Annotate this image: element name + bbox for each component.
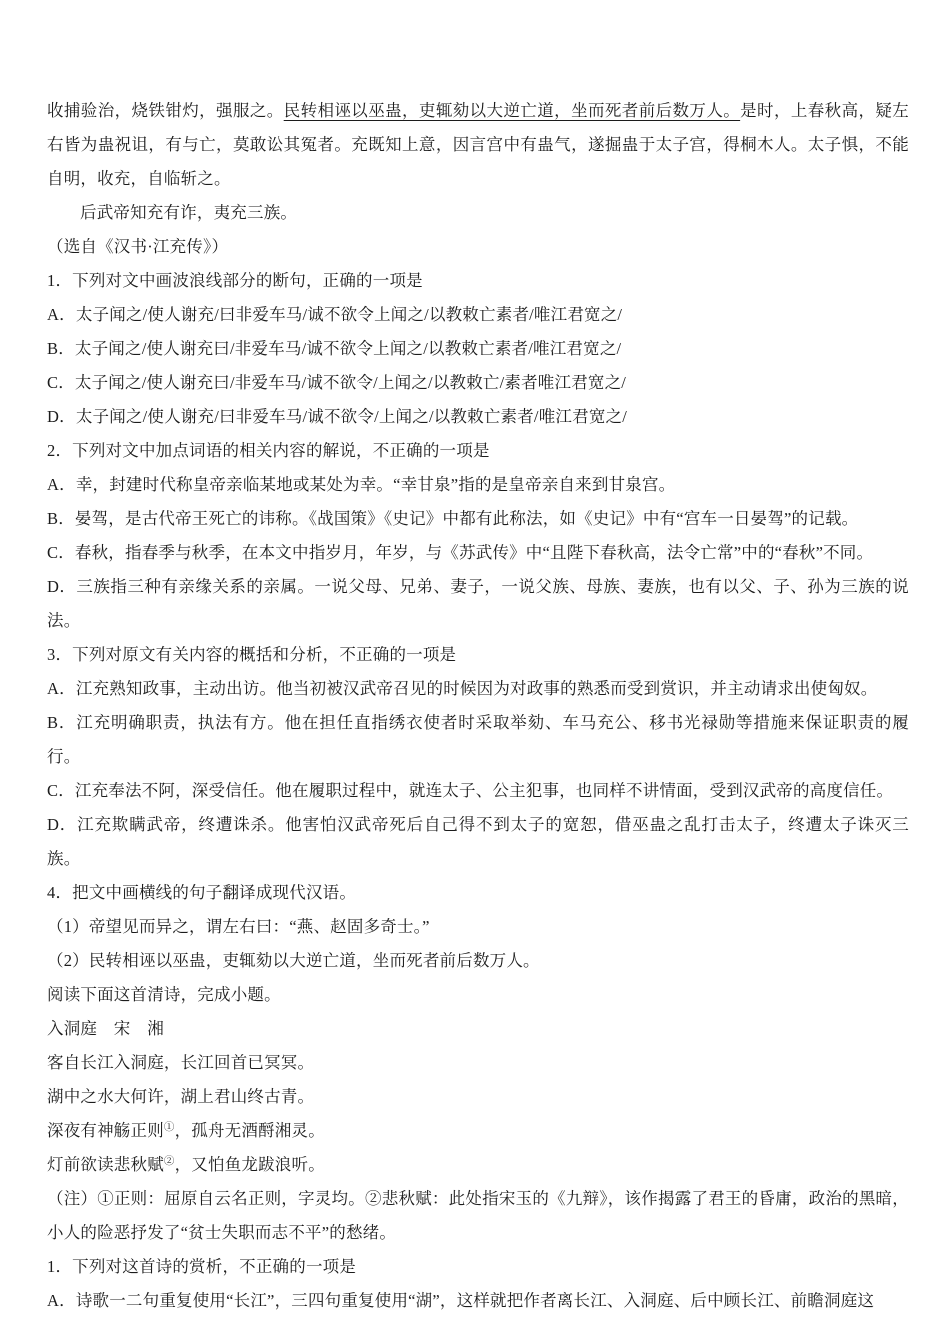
question-1-stem: 1．下列对文中画波浪线部分的断句，正确的一项是 <box>47 271 423 290</box>
passage-text-after-underline: 是时，上春秋高，疑左右皆为蛊祝诅，有与亡，莫敢讼其冤者。充既知上意，因言宫中有蛊气，遂掘蛊于太子宫，得桐木人。太子惧，不能自明，收充，自临斩之。 <box>47 101 909 188</box>
question-1-option-d: D．太子闻之/使人谢充/曰非爱车马/诚不欲令/上闻之/以教敕亡素者/唯江君宽之/ <box>47 407 628 426</box>
passage-underlined-sentence: 民转相诬以巫蛊，吏辄劾以大逆亡道，坐而死者前后数万人。 <box>283 101 741 120</box>
question-3-option-c: C．江充奉法不阿，深受信任。他在履职过程中，就连太子、公主犯事，也同样不讲情面，受到汉武帝的高度信任。 <box>47 781 894 800</box>
poem-line-4-rest: ，又怕鱼龙跋浪听。 <box>174 1155 325 1174</box>
question-3-stem: 3．下列对原文有关内容的概括和分析，不正确的一项是 <box>47 645 457 664</box>
poem-question-1-stem: 1．下列对这首诗的赏析，不正确的一项是 <box>47 1257 357 1276</box>
question-2-option-b: B．晏驾，是古代帝王死亡的讳称。《战国策》《史记》中都有此称法，如《史记》中有“宫车一日晏驾”的记载。 <box>47 509 859 528</box>
poem-line-4 <box>47 1148 909 1182</box>
passage-text-before-underline: 收捕验治，烧铁钳灼，强服之。 <box>47 101 284 120</box>
question-2-option-a: A．幸，封建时代称皇帝亲临某地或某处为幸。“幸甘泉”指的是皇帝亲自来到甘泉宫。 <box>47 475 676 494</box>
poem-line-2: 湖中之水大何许，湖上君山终古青。 <box>47 1087 315 1106</box>
poem-footnotes: （注）①正则：屈原自云名正则，字灵均。②悲秋赋：此处指宋玉的《九辩》，该作揭露了君王的昏庸，政治的黑暗，小人的险恶抒发了“贫士失职而志不平”的愁绪。 <box>47 1189 909 1242</box>
question-1-option-a: A．太子闻之/使人谢充/曰非爱车马/诚不欲令上闻之/以教敕亡素者/唯江君宽之/ <box>47 305 623 324</box>
question-3-option-a: A．江充熟知政事，主动出访。他当初被汉武帝召见的时候因为对政事的熟悉而受到赏识，并主动请求出使匈奴。 <box>47 679 878 698</box>
question-4-sentence-1: （1）帝望见而异之，谓左右曰：“燕、赵固多奇士。” <box>47 917 430 936</box>
question-1-option-c: C．太子闻之/使人谢充曰/非爱车马/诚不欲令/上闻之/以教敕亡/素者唯江君宽之/ <box>47 373 627 392</box>
question-2-option-c: C．春秋，指春季与秋季，在本文中指岁月，年岁，与《苏武传》中“且陛下春秋高，法令亡常”中的“春秋”不同。 <box>47 543 874 562</box>
question-4-sentence-2: （2）民转相诬以巫蛊，吏辄劾以大逆亡道，坐而死者前后数万人。 <box>47 951 540 970</box>
poem-title-and-author: 入洞庭 宋 湘 <box>47 1019 164 1038</box>
poem-line-1: 客自长江入洞庭，长江回首已冥冥。 <box>47 1053 315 1072</box>
question-2-option-d: D．三族指三种有亲缘关系的亲属。一说父母、兄弟、妻子，一说父族、母族、妻族，也有以父、子、孙为三族的说法。 <box>47 577 909 630</box>
poem-line-3 <box>47 1114 909 1148</box>
question-3-option-d: D．江充欺瞒武帝，终遭诛杀。他害怕汉武帝死后自己得不到太子的宽恕，借巫蛊之乱打击太子，终遭太子诛灭三族。 <box>47 815 909 868</box>
question-2-stem: 2．下列对文中加点词语的相关内容的解说，不正确的一项是 <box>47 441 490 460</box>
poem-line-3-rest: ，孤舟无酒酹湘灵。 <box>174 1121 325 1140</box>
footnote-marker-1: ① <box>163 1122 175 1133</box>
passage-source-citation: （选自《汉书·江充传》） <box>47 237 229 256</box>
question-4-stem: 4．把文中画横线的句子翻译成现代汉语。 <box>47 883 357 902</box>
poem-section-instruction: 阅读下面这首清诗，完成小题。 <box>47 985 281 1004</box>
poem-line-4-text: 灯前欲读悲秋赋 <box>47 1155 164 1174</box>
question-1-option-b: B．太子闻之/使人谢充曰/非爱车马/诚不欲令上闻之/以教敕亡素者/唯江君宽之/ <box>47 339 622 358</box>
poem-line-3-text: 深夜有神觞正则 <box>47 1121 164 1140</box>
footnote-marker-2: ② <box>163 1156 175 1167</box>
passage-paragraph-2: 后武帝知充有诈，夷充三族。 <box>80 203 298 222</box>
poem-question-1-option-a: A．诗歌一二句重复使用“长江”，三四句重复使用“湖”，这样就把作者离长江、入洞庭、后中顾长江、前瞻洞庭这 <box>47 1291 875 1310</box>
passage-paragraph-1 <box>47 94 909 196</box>
question-3-option-b: B．江充明确职责，执法有方。他在担任直指绣衣使者时采取举劾、车马充公、移书光禄勋等措施来保证职责的履行。 <box>47 713 909 766</box>
